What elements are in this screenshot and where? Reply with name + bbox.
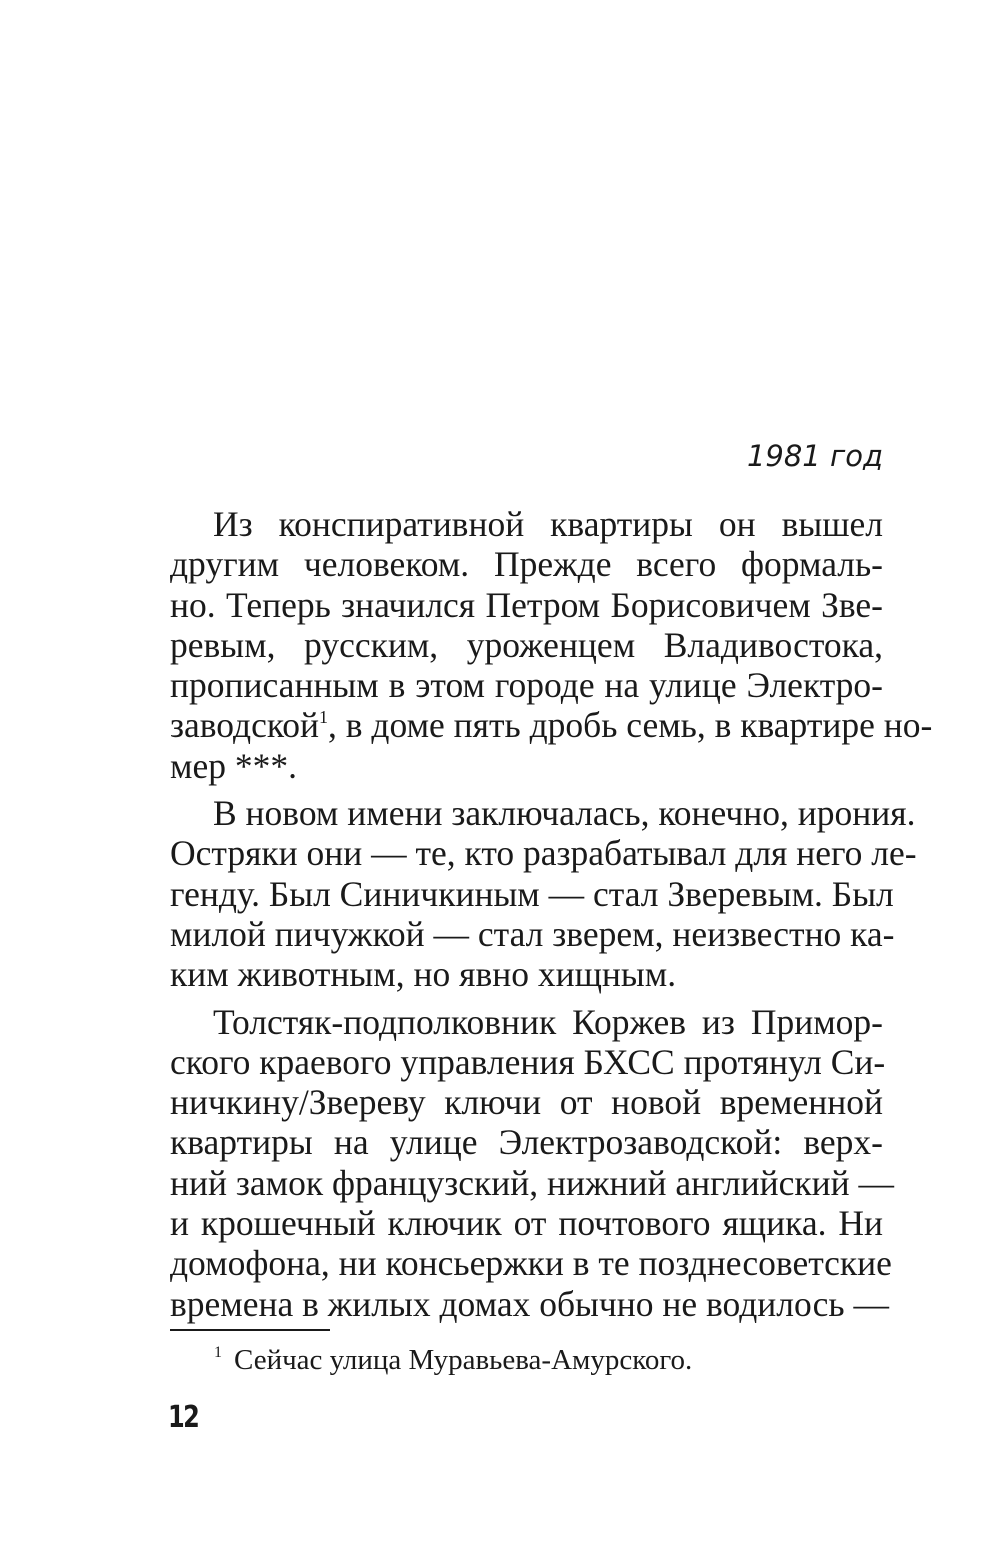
text-line: ского краевого управления БХСС протянул Си- xyxy=(170,1041,886,1082)
footnote xyxy=(214,1340,692,1380)
text-line: ничкину/Звереву ключи от новой временной xyxy=(170,1082,883,1123)
text-line: времена в жилых домах обычно не водилось — xyxy=(170,1283,889,1324)
text-line-with-footnote xyxy=(170,705,933,746)
text-line: Из конспиративной квартиры он вышел xyxy=(213,504,883,544)
paragraph-2 xyxy=(170,793,917,995)
text-line: В новом имени заключалась, конечно, ирония. xyxy=(213,793,916,834)
text-line: и крошечный ключик от почтового ящика. Ни xyxy=(170,1203,883,1244)
paragraph-3 xyxy=(170,1001,895,1324)
text-line: квартиры на улице Электрозаводской: верх- xyxy=(170,1122,883,1163)
footnote-reference: 1 xyxy=(319,707,329,728)
chapter-date: 1981 год xyxy=(746,439,883,473)
text-fragment: заводской xyxy=(170,705,320,746)
text-fragment: , в доме пять дробь семь, в квартире но- xyxy=(328,705,933,746)
text-line: мер ***. xyxy=(170,745,297,786)
text-line: генду. Был Синичкиным — стал Зверевым. Был xyxy=(170,873,894,914)
footnote-marker: 1 xyxy=(214,1344,222,1361)
text-line: но. Теперь значился Петром Борисовичем Зве- xyxy=(170,584,883,625)
text-line: другим человеком. Прежде всего формаль- xyxy=(170,544,883,585)
paragraph-1 xyxy=(170,504,933,786)
footnote-divider xyxy=(170,1329,330,1331)
text-line: ревым, русским, уроженцем Владивостока, xyxy=(170,624,883,665)
text-line: милой пичужкой — стал зверем, неизвестно ка- xyxy=(170,913,895,954)
text-line: прописанным в этом городе на улице Электро- xyxy=(170,665,883,706)
body-text xyxy=(170,504,933,1331)
text-line: Толстяк-подполковник Коржев из Примор- xyxy=(213,1001,883,1042)
text-line: ний замок французский, нижний английский — xyxy=(170,1162,895,1203)
text-line: домофона, ни консьержки в те позднесоветские xyxy=(170,1243,892,1284)
text-line: ким животным, но явно хищным. xyxy=(170,954,677,995)
text-line: Остряки они — те, кто разрабатывал для него ле- xyxy=(170,833,917,874)
footnote-text: Сейчас улица Муравьева-Амурского. xyxy=(234,1344,693,1376)
page-number: 12 xyxy=(168,1400,199,1435)
